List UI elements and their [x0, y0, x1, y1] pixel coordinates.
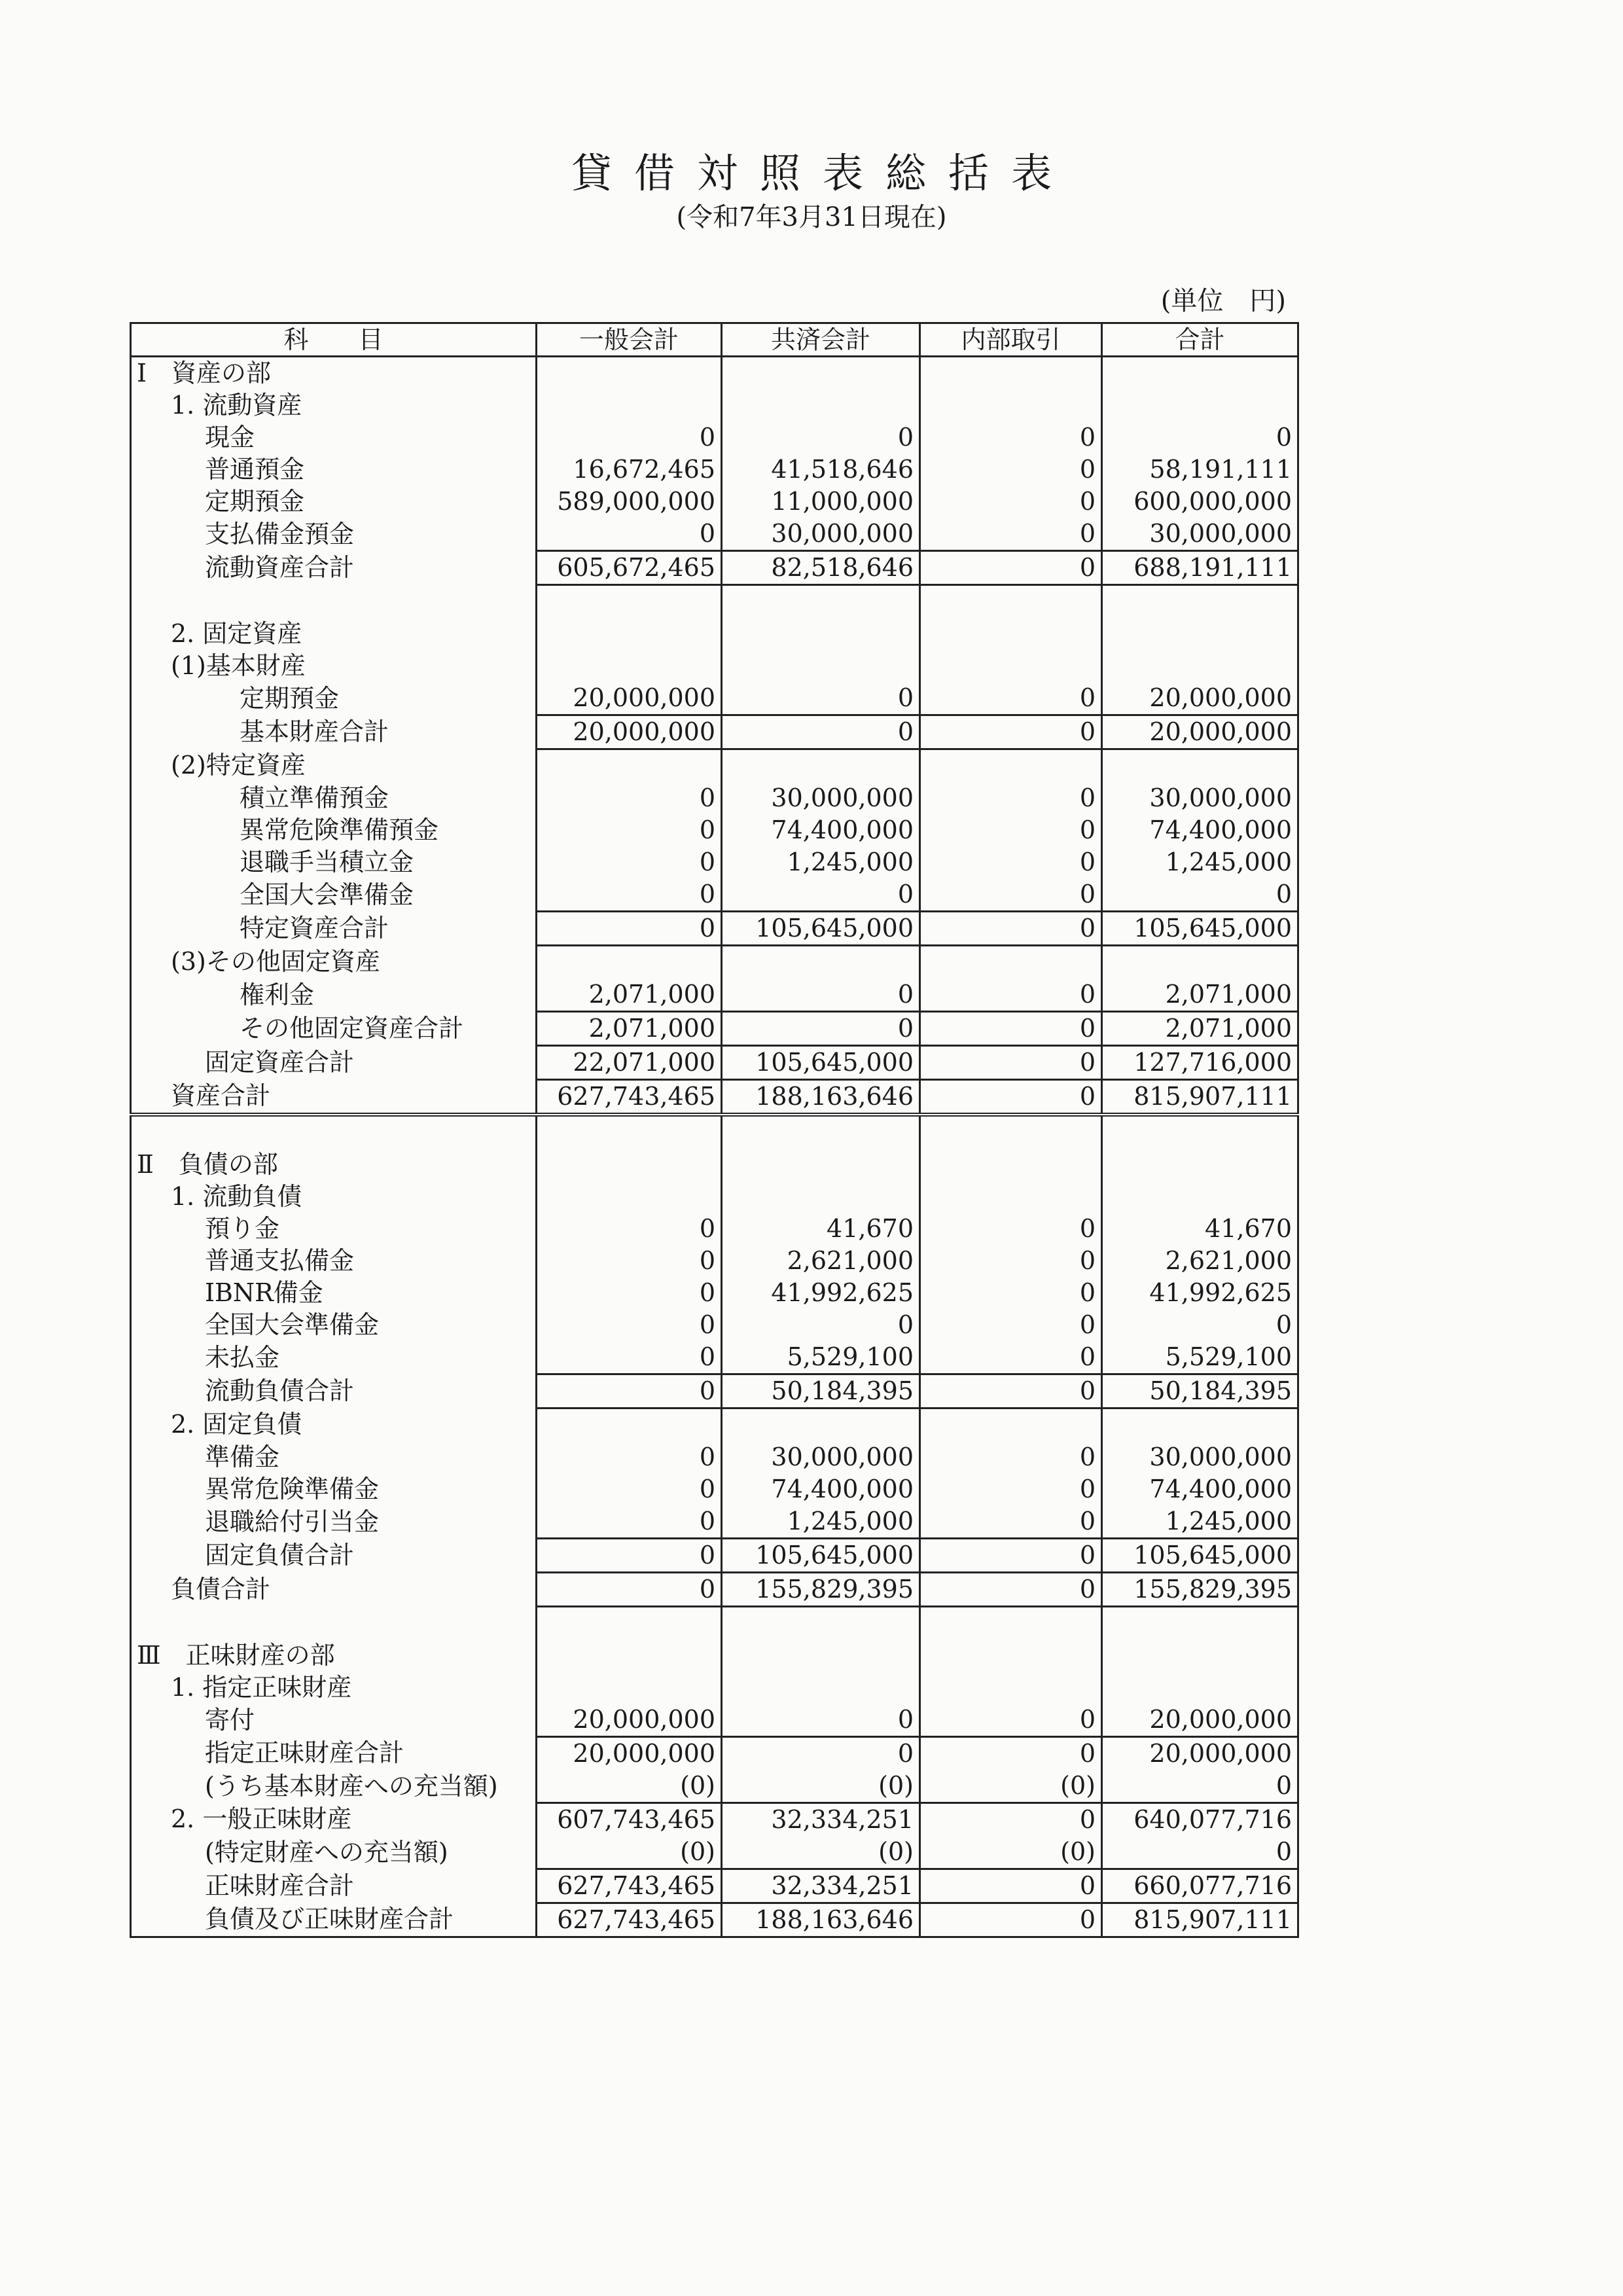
internal-value [920, 1408, 1102, 1442]
mutual-aid-value: 0 [722, 682, 920, 715]
mutual-aid-value: 5,529,100 [722, 1341, 920, 1374]
mutual-aid-value [722, 1672, 920, 1704]
general-value: 0 [537, 1341, 722, 1374]
total-value [1102, 1672, 1298, 1704]
total-value [1102, 357, 1298, 390]
mutual-aid-value: 1,245,000 [722, 1505, 920, 1539]
internal-value: 0 [920, 878, 1102, 912]
internal-value: 0 [920, 1539, 1102, 1573]
general-value: 627,743,465 [537, 1080, 722, 1115]
account-label: 異常危険準備預金 [131, 814, 537, 846]
mutual-aid-value: 11,000,000 [722, 486, 920, 518]
mutual-aid-value: 188,163,646 [722, 1080, 920, 1115]
account-label: (3)その他固定資産 [131, 946, 537, 979]
internal-value: 0 [920, 1803, 1102, 1837]
mutual-aid-value: 0 [722, 1012, 920, 1046]
account-label: Ⅱ 負債の部 [131, 1149, 537, 1181]
mutual-aid-value: 105,645,000 [722, 1046, 920, 1080]
table-row [131, 585, 1298, 619]
general-value: 0 [537, 846, 722, 878]
table-row [131, 1374, 1298, 1408]
mutual-aid-value [722, 1115, 920, 1149]
total-value: 41,670 [1102, 1213, 1298, 1245]
total-value: 74,400,000 [1102, 814, 1298, 846]
general-value: 0 [537, 1441, 722, 1473]
internal-value: (0) [920, 1770, 1102, 1803]
general-value [537, 1607, 722, 1640]
mutual-aid-value: 0 [722, 978, 920, 1012]
general-value [537, 585, 722, 619]
col-header-general: 一般会計 [537, 323, 722, 357]
table-row [131, 749, 1298, 783]
total-value: 50,184,395 [1102, 1374, 1298, 1408]
internal-value: 0 [920, 486, 1102, 518]
general-value: (0) [537, 1836, 722, 1869]
total-value: 1,245,000 [1102, 846, 1298, 878]
total-value: 30,000,000 [1102, 782, 1298, 814]
mutual-aid-value [722, 1408, 920, 1442]
internal-value: 0 [920, 1505, 1102, 1539]
mutual-aid-value: 155,829,395 [722, 1573, 920, 1607]
total-value: 2,071,000 [1102, 978, 1298, 1012]
general-value: 0 [537, 814, 722, 846]
internal-value: 0 [920, 518, 1102, 551]
table-row [131, 1573, 1298, 1607]
general-value: 0 [537, 1213, 722, 1245]
general-value: 607,743,465 [537, 1803, 722, 1837]
table-row [131, 946, 1298, 979]
general-value [537, 1640, 722, 1672]
total-value: 0 [1102, 878, 1298, 912]
internal-value [920, 1607, 1102, 1640]
internal-value: 0 [920, 682, 1102, 715]
table-row [131, 878, 1298, 912]
general-value: 20,000,000 [537, 682, 722, 715]
mutual-aid-value: 74,400,000 [722, 1473, 920, 1505]
mutual-aid-value [722, 618, 920, 650]
total-value: 688,191,111 [1102, 551, 1298, 585]
account-label: (特定財産への充当額) [131, 1836, 537, 1869]
account-label: 普通支払備金 [131, 1245, 537, 1277]
mutual-aid-value [722, 1181, 920, 1213]
mutual-aid-value: 30,000,000 [722, 518, 920, 551]
total-value [1102, 389, 1298, 422]
total-value: 20,000,000 [1102, 715, 1298, 749]
internal-value: 0 [920, 422, 1102, 454]
mutual-aid-value [722, 749, 920, 783]
general-value: (0) [537, 1770, 722, 1803]
general-value [537, 749, 722, 783]
internal-value: 0 [920, 1080, 1102, 1115]
table-row [131, 1704, 1298, 1737]
total-value: 58,191,111 [1102, 454, 1298, 486]
general-value [537, 357, 722, 390]
total-value: 41,992,625 [1102, 1277, 1298, 1309]
internal-value: 0 [920, 1704, 1102, 1737]
internal-value [920, 650, 1102, 682]
table-row [131, 518, 1298, 551]
table-row [131, 1869, 1298, 1903]
table-header-row [131, 323, 1298, 357]
table-row [131, 978, 1298, 1012]
general-value [537, 389, 722, 422]
internal-value: 0 [920, 551, 1102, 585]
unit-label: (単位 円) [1160, 286, 1286, 316]
account-label: 積立準備預金 [131, 782, 537, 814]
account-label: 流動資産合計 [131, 551, 537, 585]
general-value: 0 [537, 1573, 722, 1607]
table-row [131, 1737, 1298, 1770]
total-value: 640,077,716 [1102, 1803, 1298, 1837]
general-value: 0 [537, 1277, 722, 1309]
internal-value [920, 1640, 1102, 1672]
internal-value: 0 [920, 1374, 1102, 1408]
internal-value [920, 1115, 1102, 1149]
mutual-aid-value: 41,992,625 [722, 1277, 920, 1309]
mutual-aid-value: 41,518,646 [722, 454, 920, 486]
table-row [131, 454, 1298, 486]
general-value [537, 1115, 722, 1149]
account-label: 未払金 [131, 1341, 537, 1374]
total-value: 600,000,000 [1102, 486, 1298, 518]
internal-value: 0 [920, 1869, 1102, 1903]
account-label: 現金 [131, 422, 537, 454]
account-label: 定期預金 [131, 682, 537, 715]
mutual-aid-value: 0 [722, 1737, 920, 1770]
mutual-aid-value: 0 [722, 878, 920, 912]
table-row [131, 1245, 1298, 1277]
table-row [131, 1672, 1298, 1704]
total-value: 0 [1102, 1770, 1298, 1803]
internal-value: 0 [920, 846, 1102, 878]
total-value: 0 [1102, 1309, 1298, 1341]
table-row [131, 782, 1298, 814]
table-row [131, 1277, 1298, 1309]
account-label: 指定正味財産合計 [131, 1737, 537, 1770]
general-value: 0 [537, 782, 722, 814]
internal-value: 0 [920, 978, 1102, 1012]
general-value: 0 [537, 1505, 722, 1539]
internal-value: 0 [920, 1277, 1102, 1309]
table-row [131, 912, 1298, 946]
general-value: 0 [537, 1245, 722, 1277]
table-row [131, 618, 1298, 650]
table-row [131, 389, 1298, 422]
internal-value: 0 [920, 1309, 1102, 1341]
internal-value: 0 [920, 782, 1102, 814]
internal-value [920, 1181, 1102, 1213]
account-label: 2. 一般正味財産 [131, 1803, 537, 1837]
total-value: 105,645,000 [1102, 912, 1298, 946]
account-label: 正味財産合計 [131, 1869, 537, 1903]
internal-value [920, 585, 1102, 619]
account-label: 1. 流動負債 [131, 1181, 537, 1213]
table-row [131, 1803, 1298, 1837]
mutual-aid-value: 30,000,000 [722, 782, 920, 814]
internal-value: 0 [920, 1473, 1102, 1505]
col-header-internal: 内部取引 [920, 323, 1102, 357]
general-value: 2,071,000 [537, 978, 722, 1012]
account-label: 1. 流動資産 [131, 389, 537, 422]
table-row [131, 1115, 1298, 1149]
mutual-aid-value: 0 [722, 1309, 920, 1341]
table-row [131, 1309, 1298, 1341]
mutual-aid-value: 50,184,395 [722, 1374, 920, 1408]
table-row [131, 1770, 1298, 1803]
table-row [131, 1012, 1298, 1046]
total-value: 127,716,000 [1102, 1046, 1298, 1080]
general-value: 0 [537, 1309, 722, 1341]
col-header-total: 合計 [1102, 323, 1298, 357]
internal-value: 0 [920, 912, 1102, 946]
table-row [131, 1836, 1298, 1869]
table-row [131, 846, 1298, 878]
internal-value: 0 [920, 1737, 1102, 1770]
account-label: 支払備金預金 [131, 518, 537, 551]
total-value [1102, 1607, 1298, 1640]
internal-value [920, 1672, 1102, 1704]
total-value [1102, 618, 1298, 650]
account-label: 退職手当積立金 [131, 846, 537, 878]
mutual-aid-value: 1,245,000 [722, 846, 920, 878]
internal-value [920, 389, 1102, 422]
account-label: 全国大会準備金 [131, 1309, 537, 1341]
general-value [537, 1672, 722, 1704]
internal-value [920, 946, 1102, 979]
total-value: 20,000,000 [1102, 1737, 1298, 1770]
general-value [537, 946, 722, 979]
table-row [131, 551, 1298, 585]
mutual-aid-value: 41,670 [722, 1213, 920, 1245]
account-label: 準備金 [131, 1441, 537, 1473]
table-row [131, 1903, 1298, 1937]
total-value [1102, 1115, 1298, 1149]
total-value [1102, 749, 1298, 783]
total-value: 0 [1102, 1836, 1298, 1869]
table-row [131, 1080, 1298, 1115]
general-value: 605,672,465 [537, 551, 722, 585]
internal-value: 0 [920, 1441, 1102, 1473]
internal-value: 0 [920, 1046, 1102, 1080]
table-row [131, 422, 1298, 454]
general-value: 20,000,000 [537, 715, 722, 749]
general-value [537, 1181, 722, 1213]
account-label: 流動負債合計 [131, 1374, 537, 1408]
mutual-aid-value [722, 946, 920, 979]
mutual-aid-value [722, 1607, 920, 1640]
account-label [131, 585, 537, 619]
table-row [131, 814, 1298, 846]
total-value [1102, 1640, 1298, 1672]
mutual-aid-value: 0 [722, 422, 920, 454]
general-value [537, 1149, 722, 1181]
table-row [131, 1607, 1298, 1640]
total-value [1102, 1408, 1298, 1442]
document-date: (令和7年3月31日現在) [676, 202, 947, 232]
mutual-aid-value: 0 [722, 1704, 920, 1737]
table-row [131, 1539, 1298, 1573]
table-row [131, 650, 1298, 682]
internal-value: 0 [920, 1903, 1102, 1937]
internal-value [920, 357, 1102, 390]
table-body [131, 357, 1298, 1937]
mutual-aid-value: (0) [722, 1770, 920, 1803]
account-label: 基本財産合計 [131, 715, 537, 749]
account-label: 負債合計 [131, 1573, 537, 1607]
account-label: 負債及び正味財産合計 [131, 1903, 537, 1937]
mutual-aid-value: 30,000,000 [722, 1441, 920, 1473]
account-label: (1)基本財産 [131, 650, 537, 682]
internal-value: 0 [920, 1341, 1102, 1374]
col-header-account: 科 目 [131, 323, 537, 357]
account-label: 特定資産合計 [131, 912, 537, 946]
mutual-aid-value: 32,334,251 [722, 1803, 920, 1837]
mutual-aid-value: 105,645,000 [722, 1539, 920, 1573]
general-value: 20,000,000 [537, 1704, 722, 1737]
mutual-aid-value: 2,621,000 [722, 1245, 920, 1277]
account-label: その他固定資産合計 [131, 1012, 537, 1046]
account-label: 異常危険準備金 [131, 1473, 537, 1505]
table-row [131, 1408, 1298, 1442]
total-value [1102, 1181, 1298, 1213]
internal-value: 0 [920, 1213, 1102, 1245]
general-value: 20,000,000 [537, 1737, 722, 1770]
account-label: 権利金 [131, 978, 537, 1012]
account-label: (うち基本財産への充当額) [131, 1770, 537, 1803]
table-row [131, 1341, 1298, 1374]
internal-value: 0 [920, 1245, 1102, 1277]
total-value: 5,529,100 [1102, 1341, 1298, 1374]
total-value: 20,000,000 [1102, 1704, 1298, 1737]
internal-value [920, 749, 1102, 783]
internal-value [920, 618, 1102, 650]
account-label: 資産合計 [131, 1080, 537, 1115]
table-row [131, 486, 1298, 518]
general-value [537, 1408, 722, 1442]
account-label: 寄付 [131, 1704, 537, 1737]
total-value: 815,907,111 [1102, 1903, 1298, 1937]
general-value: 0 [537, 912, 722, 946]
total-value [1102, 650, 1298, 682]
internal-value: 0 [920, 814, 1102, 846]
table-row [131, 715, 1298, 749]
total-value: 74,400,000 [1102, 1473, 1298, 1505]
account-label: 定期預金 [131, 486, 537, 518]
table-row [131, 357, 1298, 390]
internal-value: 0 [920, 1573, 1102, 1607]
table-row [131, 1441, 1298, 1473]
document-title: 貸借対照表総括表 [571, 149, 1074, 197]
mutual-aid-value: 74,400,000 [722, 814, 920, 846]
mutual-aid-value [722, 357, 920, 390]
mutual-aid-value [722, 585, 920, 619]
total-value: 30,000,000 [1102, 518, 1298, 551]
mutual-aid-value: 0 [722, 715, 920, 749]
general-value: 2,071,000 [537, 1012, 722, 1046]
mutual-aid-value: 105,645,000 [722, 912, 920, 946]
general-value: 16,672,465 [537, 454, 722, 486]
general-value: 627,743,465 [537, 1869, 722, 1903]
account-label: 退職給付引当金 [131, 1505, 537, 1539]
internal-value: (0) [920, 1836, 1102, 1869]
account-label: 普通預金 [131, 454, 537, 486]
mutual-aid-value: 188,163,646 [722, 1903, 920, 1937]
account-label: 1. 指定正味財産 [131, 1672, 537, 1704]
account-label [131, 1607, 537, 1640]
table-row [131, 1505, 1298, 1539]
account-label: 固定資産合計 [131, 1046, 537, 1080]
account-label: 2. 固定負債 [131, 1408, 537, 1442]
account-label: 全国大会準備金 [131, 878, 537, 912]
general-value: 0 [537, 422, 722, 454]
total-value: 0 [1102, 422, 1298, 454]
mutual-aid-value [722, 1640, 920, 1672]
mutual-aid-value [722, 650, 920, 682]
total-value: 1,245,000 [1102, 1505, 1298, 1539]
internal-value: 0 [920, 454, 1102, 486]
general-value: 589,000,000 [537, 486, 722, 518]
mutual-aid-value: (0) [722, 1836, 920, 1869]
total-value [1102, 1149, 1298, 1181]
total-value [1102, 946, 1298, 979]
total-value: 155,829,395 [1102, 1573, 1298, 1607]
mutual-aid-value [722, 389, 920, 422]
mutual-aid-value [722, 1149, 920, 1181]
general-value: 0 [537, 1473, 722, 1505]
table-row [131, 1149, 1298, 1181]
general-value: 0 [537, 1374, 722, 1408]
total-value: 105,645,000 [1102, 1539, 1298, 1573]
table-row [131, 1473, 1298, 1505]
table-row [131, 682, 1298, 715]
table-row [131, 1046, 1298, 1080]
table-row [131, 1213, 1298, 1245]
account-label: IBNR備金 [131, 1277, 537, 1309]
total-value: 2,071,000 [1102, 1012, 1298, 1046]
mutual-aid-value: 32,334,251 [722, 1869, 920, 1903]
general-value [537, 650, 722, 682]
balance-sheet-table [130, 322, 1299, 1938]
general-value: 0 [537, 878, 722, 912]
internal-value [920, 1149, 1102, 1181]
general-value: 22,071,000 [537, 1046, 722, 1080]
table-row [131, 1640, 1298, 1672]
account-label [131, 1115, 537, 1149]
col-header-mutual-aid: 共済会計 [722, 323, 920, 357]
total-value: 815,907,111 [1102, 1080, 1298, 1115]
mutual-aid-value: 82,518,646 [722, 551, 920, 585]
general-value: 0 [537, 518, 722, 551]
account-label: (2)特定資産 [131, 749, 537, 783]
general-value: 0 [537, 1539, 722, 1573]
account-label: Ⅲ 正味財産の部 [131, 1640, 537, 1672]
internal-value: 0 [920, 715, 1102, 749]
account-label: 固定負債合計 [131, 1539, 537, 1573]
internal-value: 0 [920, 1012, 1102, 1046]
account-label: Ⅰ 資産の部 [131, 357, 537, 390]
general-value [537, 618, 722, 650]
total-value: 660,077,716 [1102, 1869, 1298, 1903]
account-label: 預り金 [131, 1213, 537, 1245]
table-row [131, 1181, 1298, 1213]
total-value [1102, 585, 1298, 619]
general-value: 627,743,465 [537, 1903, 722, 1937]
total-value: 30,000,000 [1102, 1441, 1298, 1473]
total-value: 2,621,000 [1102, 1245, 1298, 1277]
total-value: 20,000,000 [1102, 682, 1298, 715]
account-label: 2. 固定資産 [131, 618, 537, 650]
